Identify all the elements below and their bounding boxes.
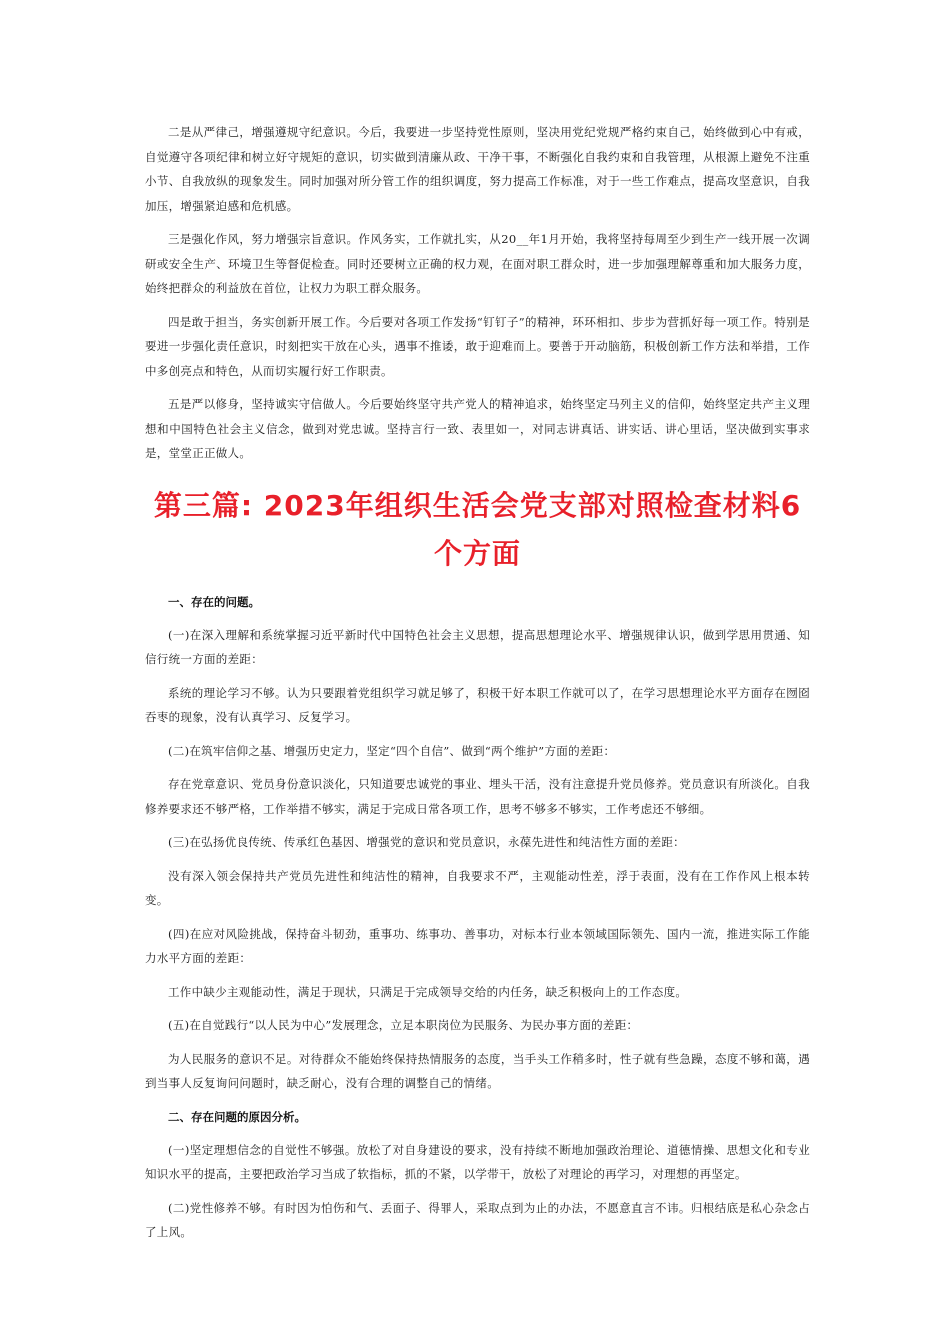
- document-page: [145, 120, 810, 1245]
- intro-paragraph-3: 三是强化作风，努力增强宗旨意识。作风务实，工作就扎实，从20__年1月开始，我将坚持每周至少到生产一线开展一次调研或安全生产、环境卫生等督促检查。同时还要树立正确的权力观，在面对职工群众时，进一步加强理解尊重和加大服务力度，始终把群众的利益放在首位，让权力为职工群众服务。: [145, 232, 810, 295]
- intro-paragraph-4: 四是敢于担当，务实创新开展工作。今后要对各项工作发扬“钉钉子”的精神，环环相扣、步步为营抓好每一项工作。特别是要进一步强化责任意识，时刻把实干放在心头，遇事不推诿，敢于迎难而上。要善于开动脑筋，积极创新工作方法和举措，工作中多创亮点和特色，从而切实履行好工作职责。: [145, 314, 810, 378]
- problem-item-3-body: 没有深入领会保持共产党员先进性和纯洁性的精神，自我要求不严，主观能动性差，浮于表面，没有在工作作风上根本转变。: [145, 868, 810, 907]
- section-heading-causes: 二、存在问题的原因分析。: [168, 1109, 306, 1124]
- intro-paragraph-5: 五是严以修身，坚持诚实守信做人。今后要始终坚守共产党人的精神追求，始终坚定马列主义的信仰，始终坚定共产主义理想和中国特色社会主义信念，做到对党忠诚。坚持言行一致、表里如一，对同志讲真话、讲实话、讲心里话，坚决做到实事求是，堂堂正正做人。: [145, 397, 810, 460]
- problem-item-1-title: (一)在深入理解和系统掌握习近平新时代中国特色社会主义思想，提高思想理论水平、增强规律认识，做到学思用贯通、知信行统一方面的差距：: [145, 627, 810, 666]
- problem-item-4-title: (四)在应对风险挑战，保持奋斗韧劲，重事功、练事功、善事功，对标本行业本领域国际领先、国内一流，推进实际工作能力水平方面的差距：: [145, 926, 810, 965]
- cause-item-1: (一)坚定理想信念的自觉性不够强。放松了对自身建设的要求，没有持续不断地加强政治理论、道德情操、思想文化和专业知识水平的提高，主要把政治学习当成了软指标，抓的不紧，以学带干，放松了对理论的再学习，对理想的再坚定。: [145, 1142, 810, 1181]
- problem-item-4-body: 工作中缺少主观能动性，满足于现状，只满足于完成领导交给的内任务，缺乏积极向上的工作态度。: [168, 984, 688, 999]
- problem-item-3-title: (三)在弘扬优良传统、传承红色基因、增强党的意识和党员意识，永葆先进性和纯洁性方面的差距：: [168, 835, 685, 849]
- problem-item-1-body: 系统的理论学习不够。认为只要跟着党组织学习就足够了，积极干好本职工作就可以了，在学习思想理论水平方面存在囫囵吞枣的现象，没有认真学习、反复学习。: [145, 685, 810, 724]
- cause-item-2: (二)党性修养不够。有时因为怕伤和气、丢面子、得罪人，采取点到为止的办法，不愿意直言不讳。归根结底是私心杂念占了上风。: [145, 1200, 810, 1239]
- problem-item-5-body: 为人民服务的意识不足。对待群众不能始终保持热情服务的态度，当手头工作稍多时，性子就有些急躁，态度不够和蔼，遇到当事人反复询问问题时，缺乏耐心，没有合理的调整自己的情绪。: [145, 1051, 810, 1090]
- section-heading-problems: 一、存在的问题。: [168, 594, 260, 609]
- problem-item-5-title: (五)在自觉践行“以人民为中心”发展理念，立足本职岗位为民服务、为民办事方面的差距：: [168, 1018, 639, 1032]
- problem-item-2-body: 存在党章意识、党员身份意识淡化，只知道要忠诚党的事业、埋头干活，没有注意提升党员修养。党员意识有所淡化。自我修养要求还不够严格，工作举措不够实，满足于完成日常各项工作，思考不够多不够实，工作考虑还不够细。: [145, 777, 810, 816]
- problem-item-2-title: (二)在筑牢信仰之基、增强历史定力，坚定“四个自信”、做到“两个维护”方面的差距：: [168, 743, 616, 758]
- intro-paragraph-2: 二是从严律己，增强遵规守纪意识。今后，我要进一步坚持党性原则，坚决用党纪党规严格约束自己，始终做到心中有戒，自觉遵守各项纪律和树立好守规矩的意识，切实做到清廉从政、干净干事，不断强化自我约束和自我管理，从根源上避免不注重小节、自我放纵的现象发生。同时加强对所分管工作的组织调度，努力提高工作标准，对于一些工作难点，提高攻坚意识，自我加压，增强紧迫感和危机感。: [145, 125, 810, 213]
- document-title: 第三篇: 2023年组织生活会党支部对照检查材料6个方面: [153, 488, 802, 570]
